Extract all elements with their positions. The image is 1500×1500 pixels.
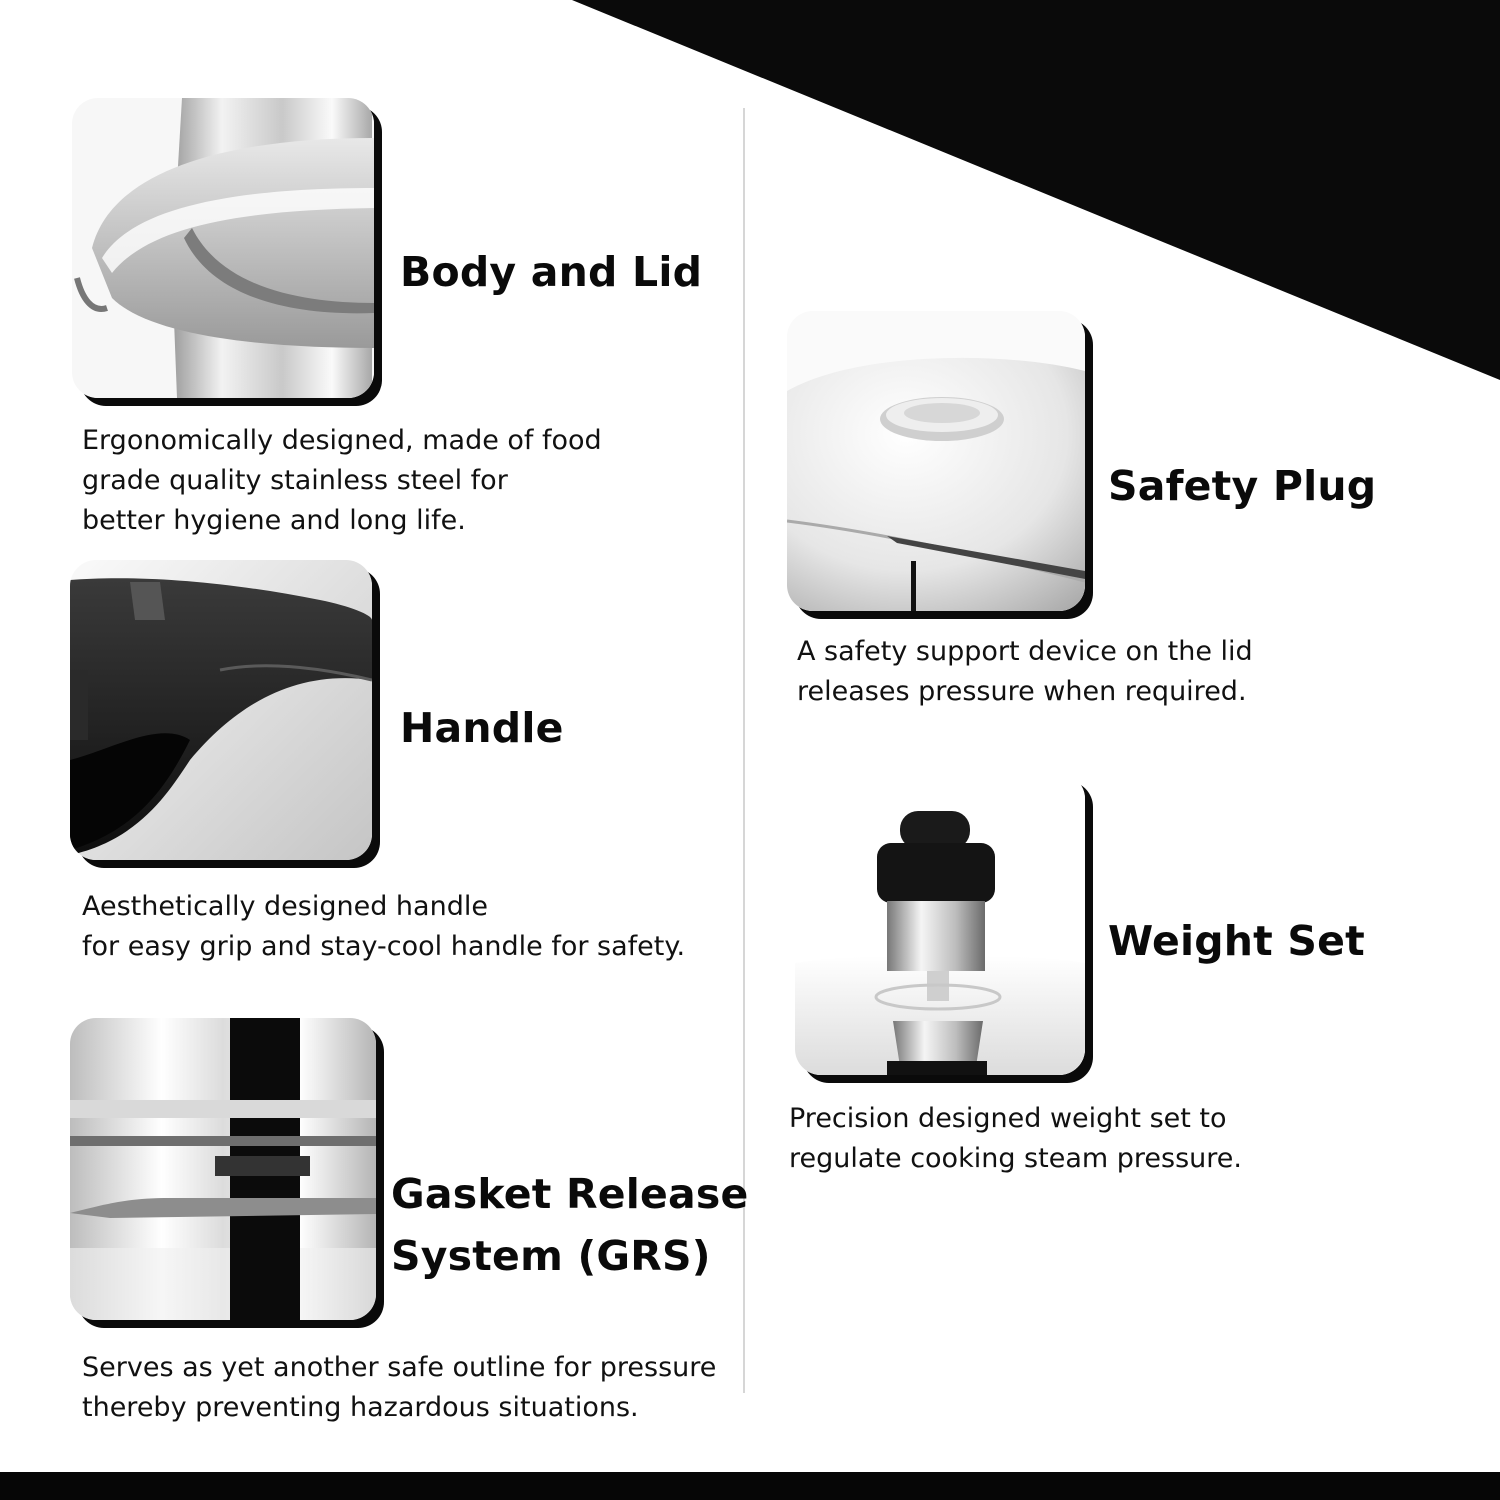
feature-title-gasket-release-system: Gasket Release System (GRS) (391, 1170, 749, 1280)
handle-photo (70, 560, 372, 860)
gasket-release-photo (70, 1018, 376, 1320)
feature-description-body-and-lid: Ergonomically designed, made of food grade quality stainless steel for better hygiene and long life. (82, 425, 602, 536)
gasket-release-illustration (70, 1018, 376, 1320)
footer-bar (0, 1472, 1500, 1500)
feature-title-weight-set: Weight Set (1108, 917, 1365, 965)
body-and-lid-illustration (72, 98, 374, 398)
body-and-lid-photo (72, 98, 374, 398)
feature-title-safety-plug: Safety Plug (1108, 462, 1377, 510)
safety-plug-illustration (787, 311, 1085, 611)
weight-set-illustration (795, 773, 1085, 1075)
weight-set-photo (795, 773, 1085, 1075)
feature-description-weight-set: Precision designed weight set to regulate cooking steam pressure. (789, 1103, 1242, 1174)
feature-description-handle: Aesthetically designed handle for easy grip and stay-cool handle for safety. (82, 891, 686, 962)
feature-description-safety-plug: A safety support device on the lid releases pressure when required. (797, 636, 1253, 707)
feature-title-body-and-lid: Body and Lid (400, 248, 703, 296)
safety-plug-photo (787, 311, 1085, 611)
feature-description-gasket-release-system: Serves as yet another safe outline for pressure thereby preventing hazardous situations. (82, 1352, 717, 1423)
handle-illustration (70, 560, 372, 860)
feature-title-handle: Handle (400, 704, 564, 752)
